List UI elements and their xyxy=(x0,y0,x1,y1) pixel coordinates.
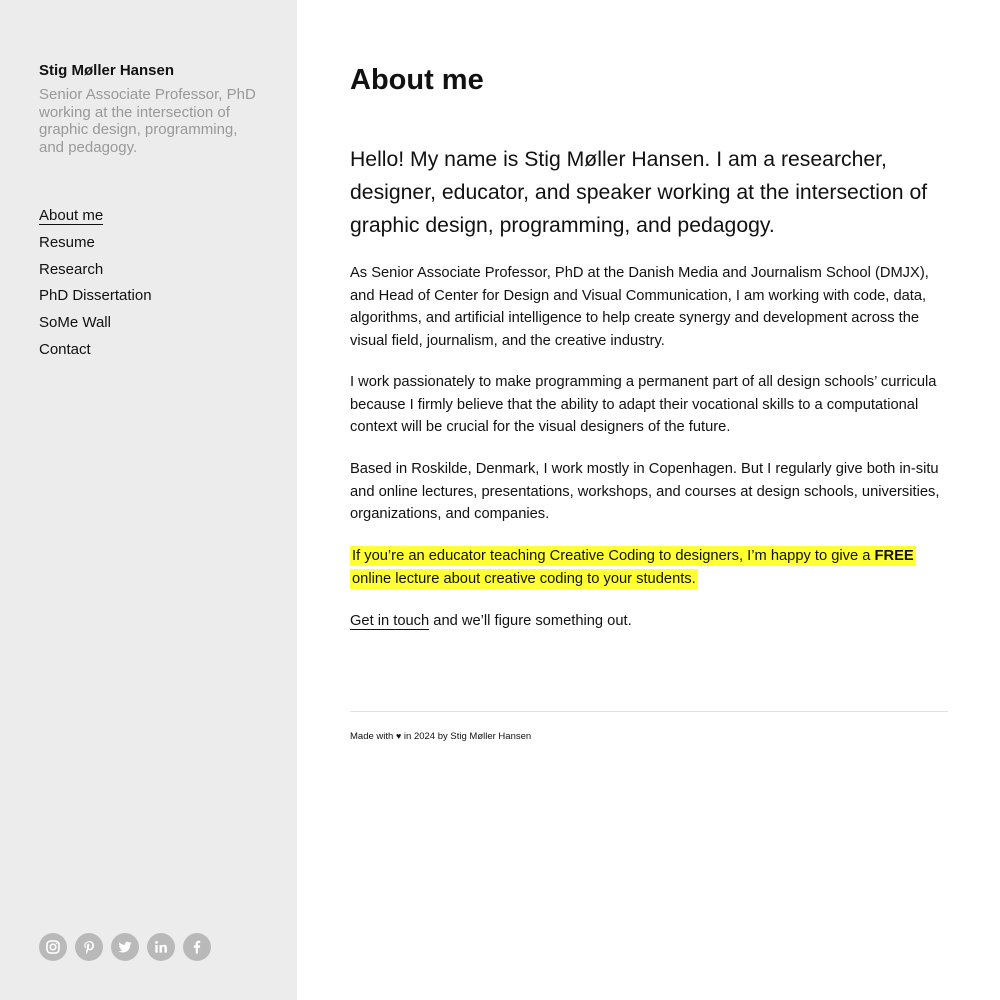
nav-item-phd-dissertation[interactable]: PhD Dissertation xyxy=(39,287,152,305)
sidebar xyxy=(0,0,297,1000)
offer-free-label: FREE xyxy=(874,548,914,564)
offer-text-end: online lecture about creative coding to your students. xyxy=(352,570,696,587)
body-paragraph: As Senior Associate Professor, PhD at the Danish Media and Journalism School (DMJX), and Head of Center for Design and Visual Communication, I am working with code, data, algorithms, and artificial intelligence to help create synergy and development across the visual field, journalism, and the creative industry. xyxy=(350,265,929,349)
nav-item-resume[interactable]: Resume xyxy=(39,233,95,251)
highlight-mark xyxy=(350,546,916,589)
nav-item-research[interactable]: Research xyxy=(39,260,104,278)
get-in-touch-link[interactable]: Get in touch xyxy=(350,613,430,629)
main-nav xyxy=(39,206,152,367)
nav-item-some-wall[interactable]: SoMe Wall xyxy=(39,314,111,332)
highlighted-offer xyxy=(350,545,948,590)
instagram-icon[interactable] xyxy=(39,933,67,961)
cta-paragraph xyxy=(350,610,948,633)
body-paragraph: I work passionately to make programming a permanent part of all design schools’ curricula because I firmly believe that the ability to adapt their vocational skills to a computational context will be crucial for the visual designers of the future. xyxy=(350,374,937,436)
pinterest-icon[interactable] xyxy=(75,933,103,961)
footer-text-start: Made with xyxy=(350,731,396,742)
facebook-icon[interactable] xyxy=(183,933,211,961)
nav-item-about-me[interactable]: About me xyxy=(39,207,104,224)
page-title: About me xyxy=(350,64,484,96)
nav-item-contact[interactable]: Contact xyxy=(39,340,91,358)
lead-paragraph: Hello! My name is Stig Møller Hansen. I am a researcher, designer, educator, and speaker working at the intersection of graphic design, programming, and pedagogy. xyxy=(350,148,928,237)
twitter-icon[interactable] xyxy=(111,933,139,961)
social-links xyxy=(39,933,211,961)
footer xyxy=(350,730,531,743)
footer-text-end: in 2024 by Stig Møller Hansen xyxy=(401,731,532,742)
offer-text-start: If you’re an educator teaching Creative Coding to designers, I’m happy to give a xyxy=(352,548,875,564)
cta-text: and we’ll figure something out. xyxy=(429,613,632,629)
site-title[interactable]: Stig Møller Hansen xyxy=(39,62,175,79)
heart-icon: ♥ xyxy=(395,731,402,741)
site-description: Senior Associate Professor, PhD working at the intersection of graphic design, programming, and pedagogy. xyxy=(39,86,256,156)
footer-divider xyxy=(350,711,948,712)
linkedin-icon[interactable] xyxy=(147,933,175,961)
body-paragraph: Based in Roskilde, Denmark, I work mostly in Copenhagen. But I regularly give both in-situ and online lectures, presentations, workshops, and courses at design schools, universities, organizations, and companies. xyxy=(350,461,940,523)
